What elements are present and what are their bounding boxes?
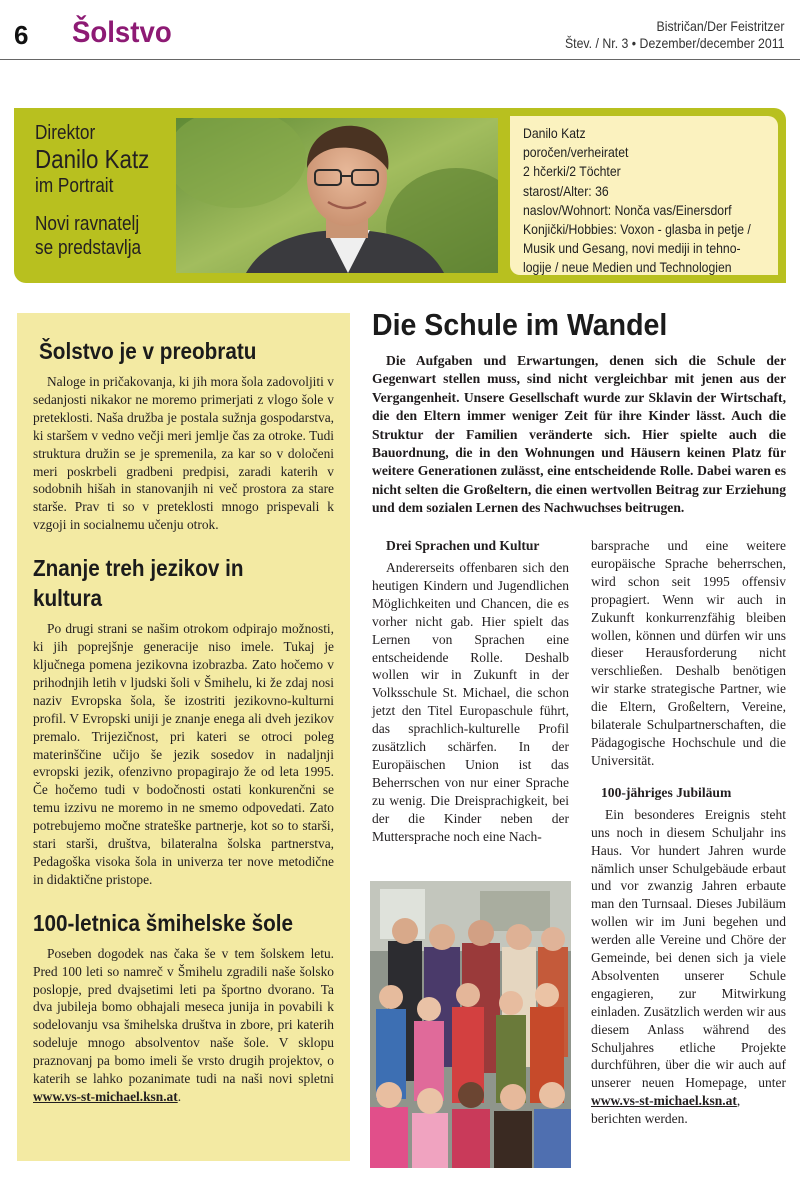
group-photo-illustration	[370, 881, 571, 1168]
sidebar-paragraph: Po drugi strani se našim otrokom odpirajo možnosti, ki jih poprejšnje generacije niso imele. Tukaj je ključnega pomena jezikovna izobrazba. Zato hočemo v prihodnjih letih v ljudski šoli v Šmihelu, ki že zdaj nosi naziv Evropska šola, še izostriti jezikovno-kulturni profil. V Evropski uniji je znanje enega ali dveh jezikov premalo. Trijezičnost, pri kateri se otroci poleg materinščine učijo še jezik sosedov in nadaljnji evropski jezik, ofenzivno propagirajo že od leta 1995. Če hočemo tudi v bodočnosti ostati konkurenčni se temu izzivu ne moremo in ne smemo odpovedati. Zato potrebujemo močne strateške partnerje, kot so to starši, stari starši, društva, bilateralna šolska partnerstva, Pedagoška visoka šola in univerza ter nove metodične in didaktične pristope.	[33, 621, 334, 887]
banner-intro-line1: Novi ravnatelj	[35, 213, 140, 235]
article-paragraph: Andererseits offenbaren sich den heutigen Kindern und Jugendlichen Möglichkeiten und Chancen, die es vorher nicht gab. Hier spielt das Lernen von Sprachen eine entscheidende Rolle. Deshalb wollen wir in Zukunft in der Volksschule St. Michael, die schon jetzt den Titel Europaschule führt, das sprachlich-kulturelle Profil zusätzlich schärfen. In der Europäischen Union ist das Beherrschen von nur einer Sprache zu wenig. Die Dreisprachigkeit, bei der die Kinder neben der Muttersprache noch eine Nach-	[372, 560, 569, 844]
slovenian-sidebar	[17, 313, 350, 1161]
sidebar-heading: Znanje treh jezikov in kultura	[33, 555, 244, 612]
portrait-banner	[14, 108, 786, 283]
article-subheading: 100-jähriges Jubiläum	[601, 784, 732, 800]
sidebar-heading: 100-letnica šmihelske šole	[33, 909, 294, 936]
article-paragraph-end: berichten werden.	[591, 1111, 688, 1127]
article-lead: Die Aufgaben und Erwartungen, denen sich die Schule der Gegenwart stellen muss, sind nicht vergleichbar mit jenen aus der Vergangenheit. Unsere Gesellschaft wurde zur Sklavin der Wirtschaft, die den Eltern immer weniger Zeit für ihre Kinder lässt. Auch die Struktur der Familien veränderte sich. Hier spielte auch die Bauordnung, die in den Wohnungen und Häusern keinen Platz für weitere Generationen zulässt, eine entscheidende Rolle. Dabei waren es nicht selten die Großeltern, die einen wertvollen Beitrag zur Erziehung und dem sozialen Lernen des Nachwuchses beitrugen.	[372, 353, 786, 516]
profile-line: Musik und Gesang, novi mediji in tehno-	[523, 241, 741, 257]
school-website-link[interactable]: www.vs-st-michael.ksn.at	[33, 1089, 178, 1104]
page-number: 6	[14, 20, 29, 50]
banner-portrait-label: im Portrait	[35, 175, 114, 197]
sidebar-heading: Šolstvo je v preobratu	[39, 338, 257, 364]
article-paragraph-text: Ein besonderes Ereignis steht uns noch in diesem Schuljahr ins Haus. Vor hundert Jahren wurde nämlich unser Schulgebäude erbaut und vor zwanzig Jahren erbaute man den Turnsaal. Dieses Jubiläum wollen wir im Juni begehen und werden alle Vereine und Chöre der Gemeinde, bei denen sich ja viele Absolventen unserer Schule engagieren, zur Mitwirkung einladen. Zusätzlich werden wir aus diesem Anlass während des Schuljahres etliche Projekte durchführen, über die wir auch auf unserer neuen Homepage, unter	[591, 806, 786, 1091]
profile-line: starost/Alter: 36	[523, 183, 609, 199]
school-website-link[interactable]: www.vs-st-michael.ksn.at	[591, 1093, 737, 1109]
article-column-right	[591, 537, 786, 1128]
sidebar-paragraph	[33, 945, 334, 1106]
portrait-photo	[176, 118, 498, 273]
masthead-issue: Štev. / Nr. 3 • Dezember/december 2011	[564, 35, 784, 51]
sidebar-paragraph: Naloge in pričakovanja, ki jih mora šola zadovoljiti v sedanjosti nikakor ne moremo primerjati z vlogo šole v preteklosti. Naša družba je postala sužnja gospodarstva, ki staršem v vedno večji meri jemlje čas za otroke. Tudi struktura družin se je spremenila, za kar so v določeni meri poskrbeli gradbeni predpisi, zaradi katerih v sodobnih hišah in stanovanjih ni več prostora za stare starše. Prav ti so v preteklosti mnogo prispevali k vzgoji in socialnemu učenju otrok.	[33, 374, 334, 533]
sidebar-paragraph-text: Poseben dogodek nas čaka še v tem šolskem letu. Pred 100 leti so namreč v Šmihelu zgradili naše šolsko poslopje, pred dvajsetimi leti pa športno dvorano. Ta dva jubileja bomo obhajali meseca junija in povabili k sodelovanju vsa šmihelska društva in zbore, pri katerih sodeluje mnogo absolventov naše šole. V sklopu praznovanj pa bomo imeli še vrsto drugih projektov, o katerih se lahko pozanimate tudi na naši novi spletni	[33, 945, 334, 1087]
banner-intro-line2: se predstavlja	[35, 237, 142, 259]
article-paragraph: Ein besonderes Ereignis steht uns noch in diesem Schuljahr ins Haus. Vor hundert Jahren wurde nämlich unser Schulgebäude erbaut und vor zwanzig Jahren erbaute man den Turnsaal. Dieses Jubiläum wollen wir im Juni begehen und werden alle Vereine und Chöre der Gemeinde, bei denen sich ja viele Absolventen unserer Schule engagieren, zur Mitwirkung einladen. Zusätzlich werden wir aus diesem Anlass während des Schuljahres etliche Projekte durchführen, über die wir auch auf unserer neuen Homepage, unter www.vs-st-michael.ksn.at, berichten werden.	[591, 806, 786, 1127]
profile-line: Konjički/Hobbies: Voxon - glasba in petje /	[523, 222, 751, 238]
article-paragraph: barsprache und eine weitere europäische Sprache beherrschen, wird schon seit 1995 offensiv propagiert. Wenn wir auch in Zukunft konkurrenzfähig bleiben wollen, können und dürfen wir uns dieser Herausforderung nicht verschließen. Deshalb benötigen wir starke strategische Partner, wie die Eltern, Großeltern, Vereine, bilaterale Schulpartnerschaften, die Pädagogische Hochschule und die Universität.	[591, 538, 786, 768]
profile-line: poročen/verheiratet	[523, 145, 629, 161]
sidebar-paragraph-end: .	[177, 1089, 182, 1104]
banner-role: Direktor	[35, 122, 96, 144]
article-column-left	[372, 537, 569, 846]
portrait-illustration	[176, 118, 498, 273]
article-title: Die Schule im Wandel	[372, 307, 668, 342]
banner-caption	[35, 122, 155, 260]
masthead-publication: Bistričan/Der Feistritzer	[655, 18, 784, 34]
group-photo	[370, 881, 571, 1168]
header-divider	[0, 59, 800, 60]
masthead	[564, 18, 784, 52]
article-subheading: Drei Sprachen und Kultur	[386, 538, 540, 553]
profile-line: Danilo Katz	[523, 126, 586, 141]
profile-line: logije / neue Medien und Technologien	[523, 260, 732, 276]
profile-line: 2 hčerki/2 Töchter	[523, 164, 621, 180]
profile-line: naslov/Wohnort: Nonča vas/Einersdorf	[523, 202, 732, 218]
profile-facts	[510, 116, 778, 275]
section-title: Šolstvo	[72, 16, 172, 49]
banner-name: Danilo Katz	[35, 144, 150, 174]
